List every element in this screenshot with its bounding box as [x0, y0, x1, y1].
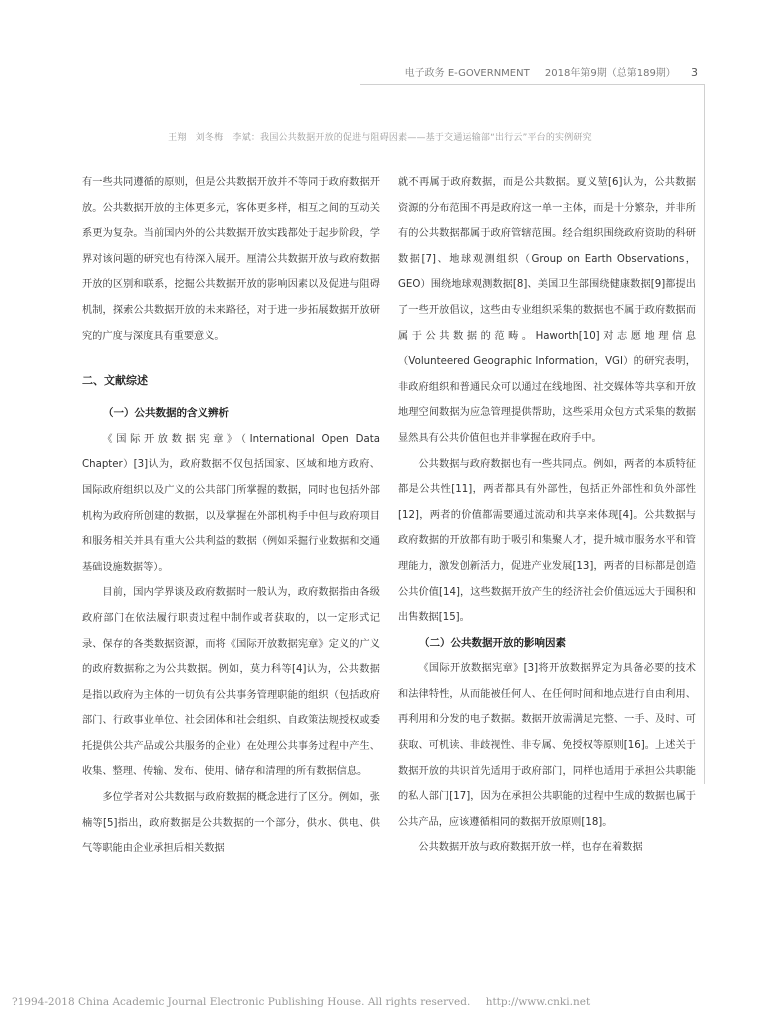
side-divider: [704, 84, 705, 784]
paragraph: 有一些共同遵循的原则，但是公共数据开放并不等同于政府数据开放。公共数据开放的主体更多元，客体更多样，相互之间的互动关系更为复杂。当前国内外的公共数据开放实践都处于起步阶段，学界对该问题的研究也有待深入展开。厘清公共数据开放与政府数据开放的区别和联系，挖掘公共数据开放的影响因素以及促进与阻碍机制，探索公共数据开放的未来路径，对于进一步拓展数据开放研究的广度与深度具有重要意义。: [82, 177, 380, 342]
journal-name: 电子政务 E-GOVERNMENT: [404, 68, 530, 79]
section-title: 二、文献综述: [82, 374, 148, 388]
copyright-footer: [12, 996, 590, 1008]
subsection-title: （二）公共数据开放的影响因素: [419, 636, 566, 649]
header-divider: [360, 84, 704, 85]
paragraph: 公共数据开放与政府数据开放一样，也存在着数据: [418, 842, 643, 854]
issue-info: 2018年第9期（总第189期）: [544, 68, 676, 79]
paragraph: 多位学者对公共数据与政府数据的概念进行了区分。例如，张楠等[5]指出，政府数据是公共数据的一个部分，供水、供电、供气等职能由企业承担后相关数据: [82, 792, 380, 855]
paragraph: 目前，国内学界谈及政府数据时一般认为，政府数据指由各级政府部门在依法履行职责过程中制作或者获取的，以一定形式记录、保存的各类数据资源，而将《国际开放数据宪章》定义的广义的政府数据称之为公共数据。例如，莫力科等[4]认为，公共数据是指以政府为主体的一切负有公共事务管理职能的组织（包括政府部门、行政事业单位、社会团体和社会组织、自政策法规授权或委托提供公共产品或公共服务的企业）在处理公共事务过程中产生、收集、整理、传输、发布、使用、储存和清理的所有数据信息。: [82, 587, 380, 778]
footer-url[interactable]: http://www.cnki.net: [485, 996, 591, 1008]
page-number: 3: [691, 66, 698, 79]
paragraph: 《国际开放数据宪章》[3]将开放数据界定为具备必要的技术和法律特性，从而能被任何人、在任何时间和地点进行自由利用、再利用和分发的电子数据。数据开放需满足完整、一手、及时、可获取、可机读、非歧视性、非专属、免授权等原则[16]。上述关于数据开放的共识首先适用于政府部门，同样也适用于承担公共职能的私人部门[17]，因为在承担公共职能的过程中生成的数据也属于公共产品，应该遵循相同的数据开放原则[18]。: [398, 663, 696, 828]
subsection-title: （一）公共数据的含义辨析: [103, 407, 229, 420]
right-column: [398, 170, 696, 861]
page-header: [393, 64, 698, 80]
running-title: 王翔 刘冬梅 李斌：我国公共数据开放的促进与阻碍因素——基于交通运输部“出行云”平台的实例研究: [168, 133, 592, 143]
copyright-text: ?1994-2018 China Academic Journal Electronic Publishing House. All rights reserved.: [12, 996, 471, 1008]
paragraph: 《国际开放数据宪章》（International Open Data Chapter）[3]认为，政府数据不仅包括国家、区域和地方政府、国际政府组织以及广义的公共部门所掌握的数据，同时也包括外部机构为政府所创建的数据，以及掌握在外部机构手中但与政府项目和服务相关并具有重大公共利益的数据（例如采掘行业数据和交通基础设施数据等）。: [82, 433, 380, 573]
paragraph: 公共数据与政府数据也有一些共同点。例如，两者的本质特征都是公共性[11]，两者都具有外部性，包括正外部性和负外部性[12]，两者的价值都需要通过流动和共享来体现[4]。公共数据与政府数据的开放都有助于吸引和集聚人才，提升城市服务水平和管理能力，激发创新活力，促进产业发展[13]，两者的目标都是创造公共价值[14]，这些数据开放产生的经济社会价值远远大于囤积和出售数据[15]。: [398, 458, 696, 624]
paragraph: 就不再属于政府数据，而是公共数据。夏义堃[6]认为，公共数据资源的分布范围不再是政府这一单一主体，而是十分繁杂，并非所有的公共数据都属于政府管辖范围。经合组织围绕政府资助的科研数据[7]、地球观测组织（Group on Earth Observations，GEO）围绕地球观测数据[8]、美国卫生部围绕健康数据[9]都提出了一些开放倡议，这些由专业组织采集的数据也不属于政府数据而属于公共数据的范畴。Haworth[10]对志愿地理信息（Volunteered Geographic Information，VGI）的研究表明，非政府组织和普通民众可以通过在线地图、社交媒体等共享和开放地理空间数据为应急管理提供帮助，这些采用众包方式采集的数据显然具有公共价值但也并非掌握在政府手中。: [398, 177, 696, 444]
left-column: [82, 170, 380, 862]
